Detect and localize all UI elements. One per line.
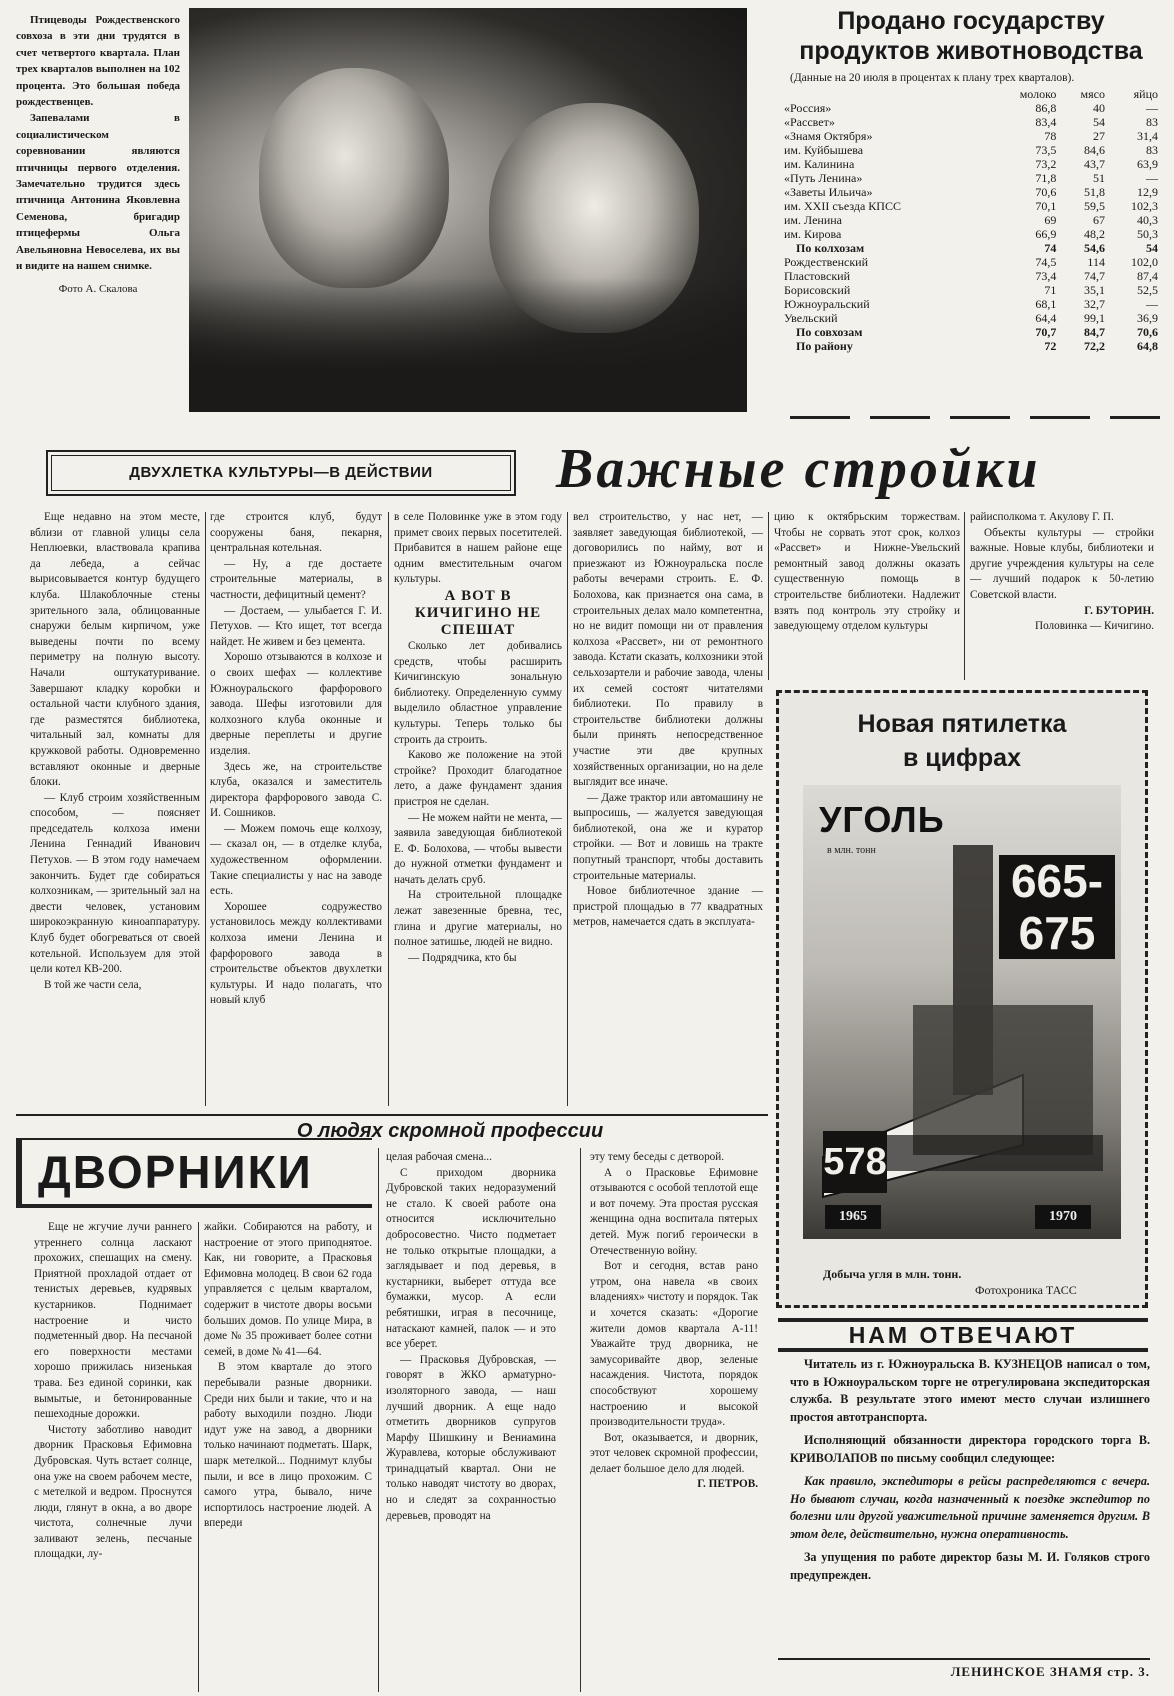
poultry-workers-photo [189, 8, 747, 412]
farm-name: Рождественский [784, 255, 869, 269]
stats-row [782, 227, 1160, 241]
culture-paragraph: Сколько лет добивались средств, чтобы расширить Кичигинскую зональную библиотеку. Определенную сумму выделило областное управление культуры. Теперь только бы строить да строить. [394, 639, 562, 746]
culture-paragraph: Хорошее содружество установилось между коллективами колхоза имени Ленина и фарфорового завода в строительстве объектов двухлетки культуры. И надо полагать, что новый клуб [210, 900, 382, 1007]
janitors-paragraph: — Прасковья Дубровская, — говорят в ЖКО арматурно-изоляторного завода, — наш лучший дворник. А еще надо отметить дворников супругов Марфу Шишкину и Вениамина Журавлева, которые обслуживают тринадцатый квартал. Они не только наводят чистоту во дворах, но и следят за сохранностью деревьев, проводят на [386, 1353, 556, 1522]
percent-meat: 35,1 [1083, 283, 1105, 297]
farm-name: По совхозам [796, 325, 863, 339]
percent-milk: 70,6 [1035, 185, 1057, 199]
janitors-col-4 [590, 1150, 758, 1692]
column-rule [768, 512, 769, 680]
culture-paragraph: Еще недавно на этом месте, вблизи от главной улицы села Неплюевки, властвовала крапива да лебеда, а сейчас вырисовывается контур будущего клуба. Шлакоблочные стены зрительного зала, облицованные снаружи белым кирпичом, уже выведены почти по всему периметру на полную высоту. Начали оштукатуривание. Завершают кладку коробки и остальной части клубного здания, где разместятся библиотека, читальный зал, комнаты для кружковой работы. Одновременно вставляют оконные и дверные блоки. [30, 511, 200, 789]
culture-paragraph: — Достаем, — улыбается Г. И. Петухов. — Кто ищет, тот всегда найдет. Не живем и без цемента. [210, 604, 382, 648]
farm-name: им. XXII съезда КПСС [784, 199, 901, 213]
percent-eggs: 50,3 [1137, 227, 1158, 241]
column-header: яйцо [1133, 87, 1158, 101]
farm-name: Борисовский [784, 283, 851, 297]
farm-name: им. Ленина [784, 213, 842, 227]
rubric-box [46, 450, 516, 496]
janitors-paragraph: эту тему беседы с детворой. [590, 1151, 725, 1163]
percent-milk: 68,1 [1035, 297, 1057, 311]
culture-subheadline: А ВОТ В КИЧИГИНО НЕ СПЕШАТ [414, 587, 542, 638]
percent-meat: 114 [1087, 255, 1105, 269]
chart-unit: в млн. тонн [827, 845, 876, 856]
answers-body [790, 1356, 1150, 1656]
answers-paragraph: Как правило, экспедиторы в рейсы распределяются с вечера. Но бывают случаи, когда назначенный к поездке экспедитор по болезни или другой уважительной причине заменяется другим. В этом деле, действительно, нужна оперативность. [790, 1474, 1150, 1541]
percent-meat: 84,6 [1083, 143, 1105, 157]
farm-name: им. Калинина [784, 157, 855, 171]
janitors-headline-box [16, 1138, 372, 1208]
stats-note: (Данные на 20 июля в процентах к плану трех кварталов). [790, 72, 1075, 84]
stats-header-row [782, 87, 1160, 101]
percent-milk: 71 [1044, 283, 1057, 297]
janitors-paragraph: Вот и сегодня, встав рано утром, она навела «в своих владениях» чистоту и порядок. Так и хочется сказать: «Дорогие жители домов квартала А-11! Уважайте труд дворника, не замусоривайте двор, зеленые насаждения. Чистота, порядок способствуют хорошему настроению и высокой производительности труда». [590, 1260, 758, 1429]
culture-paragraph: — Ну, а где достаете строительные материалы, в частности, дефицитный цемент? [210, 557, 382, 601]
percent-meat: 54,6 [1083, 241, 1105, 255]
rubric-inner: ДВУХЛЕТКА КУЛЬТУРЫ—В ДЕЙСТВИИ [51, 455, 511, 491]
percent-milk: 73,2 [1035, 157, 1057, 171]
year-start: 1965 [825, 1205, 881, 1229]
percent-milk: 71,8 [1035, 171, 1057, 185]
section-rule [16, 1114, 768, 1116]
farm-name: По району [796, 339, 853, 353]
percent-eggs: — [1146, 171, 1158, 185]
percent-meat: 74,7 [1083, 269, 1105, 283]
farm-name: «Рассвет» [784, 115, 835, 129]
mine-building [913, 1005, 1093, 1155]
culture-paragraph: В той же части села, [44, 978, 142, 991]
culture-paragraph: где строится клуб, будут сооружены баня, пекарня, центральная котельная. [210, 511, 382, 555]
janitors-author: Г. ПЕТРОВ. [697, 1478, 758, 1491]
stats-row [782, 115, 1160, 129]
column-header: молоко [1019, 87, 1057, 101]
percent-meat: 59,5 [1083, 199, 1105, 213]
stats-row [782, 199, 1160, 213]
percent-eggs: 54 [1146, 241, 1158, 255]
stats-row [782, 157, 1160, 171]
percent-milk: 74,5 [1035, 255, 1057, 269]
percent-meat: 99,1 [1083, 311, 1105, 325]
percent-milk: 78 [1044, 129, 1057, 143]
stats-row [782, 213, 1160, 227]
janitors-paragraph: жайки. Собираются на работу, и настроение от этого приподнятое. Как, ни говорите, а Прасковья Ефимовна молодец. В свои 62 года управляется с целым кварталом, содержит в чистоте дворы восьми больших домов. По улице Мира, в доме № 35 проживает более сотни семей, в доме № 41—64. [204, 1221, 372, 1358]
base-value: 578 [823, 1131, 887, 1193]
stats-title: Продано государству продуктов животноводства [799, 7, 1143, 65]
percent-eggs: 52,5 [1137, 283, 1158, 297]
janitors-paragraph: В этом квартале до этого перебывали разные дворники. Среди них были и такие, что и на работу выходили поздно. Люди идут уже на завод, а дворники только начинают подметать. Шарк, шарк метелкой... Поднимут клубы пыли, и все в лицо прохожим. С самого утра, бывало, ниче испортилось настроение людей. А впереди [204, 1361, 372, 1530]
stats-row [782, 283, 1160, 297]
percent-milk: 73,5 [1035, 143, 1057, 157]
janitors-paragraph: Чистоту заботливо наводит дворник Прасковья Ефимовна Дубровская. Чуть встает солнце, она уже на своем рабочем месте, с метелкой и ведром. Проснутся люди, глянут в окна, а во дворе чистота, солнечные лучи заливают зелень, песчаные площадки, лу- [34, 1423, 192, 1561]
percent-milk: 86,8 [1035, 101, 1057, 115]
chart-label: УГОЛЬ [819, 799, 945, 840]
percent-meat: 84,7 [1083, 325, 1105, 339]
percent-meat: 32,7 [1083, 297, 1105, 311]
percent-milk: 73,4 [1035, 269, 1057, 283]
culture-location: Половинка — Кичигино. [1035, 620, 1154, 633]
stats-row [782, 185, 1160, 199]
column-rule [964, 512, 965, 680]
column-rule [567, 512, 568, 1106]
fiveyear-caption: Добыча угля в млн. тонн. [823, 1267, 962, 1281]
year-end: 1970 [1035, 1205, 1091, 1229]
culture-col-5 [774, 510, 960, 682]
culture-col-4 [573, 510, 763, 1108]
target-value [999, 855, 1115, 959]
page-footer: ЛЕНИНСКОЕ ЗНАМЯ стр. 3. [950, 1664, 1150, 1679]
scarf-shadow [189, 278, 747, 412]
percent-eggs: 64,8 [1137, 339, 1158, 353]
culture-paragraph: в селе Половинке уже в этом году примет своих первых посетителей. Прибавится в нашем районе еще одним вместительным очагом культуры. [394, 511, 562, 586]
farm-name: Увельский [784, 311, 838, 325]
stats-bottom-rule [790, 416, 1160, 419]
percent-milk: 64,4 [1035, 311, 1057, 325]
percent-milk: 74 [1044, 241, 1057, 255]
stats-row [782, 129, 1160, 143]
stats-row [782, 339, 1160, 353]
farm-name: им. Куйбышева [784, 143, 864, 157]
column-rule [198, 1222, 199, 1692]
target-value-text: 665-675 [1010, 855, 1104, 959]
column-rule [388, 512, 389, 1106]
fiveyear-box [776, 690, 1148, 1308]
workers-silhouettes [863, 1135, 1103, 1171]
farm-name: Южноуральский [784, 297, 870, 311]
percent-eggs: 36,9 [1137, 311, 1158, 325]
percent-eggs: 63,9 [1137, 157, 1158, 171]
percent-meat: 48,2 [1083, 227, 1105, 241]
percent-milk: 70,7 [1035, 325, 1057, 339]
janitors-paragraph: целая рабочая смена... [386, 1151, 492, 1163]
culture-paragraph: Каково же положение на этой стройке? Проходит благодатное лето, а даже фундамент здания пристроя не сделан. [394, 749, 562, 808]
culture-paragraph: — Не можем найти не мента, — заявила заведующая библиотекой Е. Ф. Болохова, — чтобы вывести до нужной отметки фундамент и начать делать сруб. [394, 811, 562, 886]
culture-author: Г. БУТОРИН. [1084, 604, 1154, 617]
answers-headline-box [778, 1318, 1148, 1352]
janitors-col-3 [386, 1150, 556, 1692]
photo-caption-paragraph-2: Запевалами в социалистическом соревновании являются птичницы первого отделения. Замечательно трудится здесь птичница Антонина Яковлевна Семенова, бригадир птицефермы Ольга Авельяновна Невоселева, их вы и видите на нашем снимке. [16, 112, 180, 273]
stats-row [782, 311, 1160, 325]
stats-row [782, 143, 1160, 157]
woman-left-face [259, 68, 449, 288]
culture-paragraph: райисполкома т. Акулову Г. П. [970, 511, 1114, 523]
percent-eggs: 83 [1146, 115, 1158, 129]
percent-milk: 83,4 [1035, 115, 1057, 129]
culture-paragraph: — Клуб строим хозяйственным способом, — поясняет председатель колхоза имени Ленина Геннадий Иванович Петухов. — В этом году намечаем закончить. Будет где собираться колхозникам, — зрительный зал на двести человек, установим широкоэкранную киноаппаратуру. Клуб будет обогреваться от своей котельной. Используем для этой цели котел КВ-200. [30, 791, 200, 976]
janitors-col-1 [34, 1220, 192, 1692]
answers-paragraph: Читатель из г. Южноуральска В. КУЗНЕЦОВ написал о том, что в Южноуральском торге не отрегулирована экспедиторская служба. В результате этого имеют место случаи излишнего простоя автотранспорта. [790, 1357, 1150, 1424]
culture-paragraph: Новое библиотечное здание — пристрой площадью в 77 квадратных метров, намечается сдать в эксплуата- [573, 885, 763, 929]
farm-name: Пластовский [784, 269, 850, 283]
column-header: мясо [1080, 87, 1105, 101]
farm-name: «Заветы Ильича» [784, 185, 873, 199]
percent-eggs: 40,3 [1137, 213, 1158, 227]
culture-headline: Важные стройки [556, 438, 1041, 500]
culture-paragraph: Хорошо отзываются в колхозе и о своих шефах — коллективе Южноуральского фарфорового завода. Шефы изготовили для колхозного клуба оконные и дверные переплеты и другие изделия. [210, 651, 382, 757]
percent-milk: 69 [1044, 213, 1057, 227]
janitors-headline: ДВОРНИКИ [38, 1146, 313, 1198]
photo-caption [16, 12, 180, 396]
footer-rule [778, 1658, 1150, 1660]
column-rule [205, 512, 206, 1106]
culture-col-3 [394, 510, 562, 1108]
culture-paragraph: вел строительство, у нас нет, — заявляет заведующая библиотекой, — договорились по найму, вот и приезжают из Южноуральска после работы вечерами строить. Е. Ф. Болохова, как признается она сама, в строительных делах мало компетентна, но не видит помощи ни от правления колхоза «Рассвет», ни от ремонтного завода. Кстати сказать, колхозники этой сельхозартели и рабочие завода, члены их семей состоят читателями библиотеки. По правилу в строительстве библиотеки должны были принять непосредственное участие эти две крупных хозяйственных организации, но на деле выглядит все иначе. [573, 511, 763, 789]
culture-paragraph: цию к октябрьским торжествам. Чтобы не сорвать этот срок, колхоз «Рассвет» и Нижне-Увельский ремонтный завод должны оказать существенную помощь в строительстве библиотеки. Надлежит взять под контроль эту стройку и заведующему отделом культуры [774, 511, 960, 633]
stats-row [782, 297, 1160, 311]
farm-name: им. Кирова [784, 227, 842, 241]
percent-eggs: 12,9 [1137, 185, 1158, 199]
fiveyear-credit: Фотохроника ТАСС [975, 1283, 1077, 1297]
percent-eggs: 70,6 [1137, 325, 1158, 339]
culture-col-2 [210, 510, 382, 1108]
stats-row [782, 101, 1160, 115]
janitors-paragraph: Еще не жгучие лучи раннего утреннего солнца ласкают прохожих, спешащих на смену. Приятной прохладой отдает от тенистых деревьев, кудрявых кустарников. Поднимает настроение и чисто подметенный двор. На песчаной его поверхности местами хорошо прижилась низенькая трава. Без единой соринки, как вымытые, и бетонированные пешеходные дорожки. [34, 1221, 192, 1421]
percent-meat: 40 [1092, 101, 1105, 115]
percent-meat: 27 [1092, 129, 1105, 143]
percent-eggs: 87,4 [1137, 269, 1158, 283]
percent-eggs: 102,3 [1131, 199, 1158, 213]
percent-eggs: — [1146, 101, 1158, 115]
culture-paragraph: На строительной площадке лежат завезенные бревна, тес, глина и другие материалы, но полное затишье, людей не видно. [394, 889, 562, 949]
column-rule [580, 1148, 581, 1692]
coal-chart [803, 785, 1121, 1239]
percent-meat: 72,2 [1083, 339, 1105, 353]
answers-paragraph: Исполняющий обязанности директора городского торга В. КРИВОЛАПОВ по письму сообщил следующее: [790, 1433, 1150, 1465]
percent-meat: 51,8 [1083, 185, 1105, 199]
percent-eggs: 31,4 [1137, 129, 1158, 143]
culture-col-1 [30, 510, 200, 1108]
answers-headline: НАМ ОТВЕЧАЮТ [848, 1322, 1078, 1348]
percent-eggs: — [1146, 297, 1158, 311]
photo-credit: Фото А. Скалова [58, 282, 138, 295]
percent-eggs: 83 [1146, 143, 1158, 157]
percent-milk: 70,1 [1035, 199, 1057, 213]
percent-meat: 43,7 [1083, 157, 1105, 171]
culture-paragraph: — Подрядчика, кто бы [408, 951, 517, 964]
stats-row [782, 241, 1160, 255]
stats-row [782, 255, 1160, 269]
photo-caption-paragraph-1: Птицеводы Рождественского совхоза в эти дни трудятся в счет четвертого квартала. План трех кварталов выполнен на 102 процента. Это большая победа рождественцев. [16, 14, 180, 109]
percent-meat: 67 [1092, 213, 1105, 227]
culture-col-6 [970, 510, 1154, 682]
culture-paragraph: Объекты культуры — стройки важные. Новые клубы, библиотеки и другие учреждения культуры на селе — лучший подарок к 50-летию Советской власти. [970, 526, 1154, 601]
culture-paragraph: — Можем помочь еще колхозу, — сказал он, — в отделке клуба, художественном оформлении. Такие специалисты у нас на заводе есть. [210, 822, 382, 898]
stats-row [782, 325, 1160, 339]
janitors-col-2 [204, 1220, 372, 1692]
culture-paragraph: — Даже трактор или автомашину не выпросишь, — жалуется заведующая библиотекой, она же и куратор стройки. — Вот и ловишь на тракте попутный транспорт, чтобы доставить строительные материалы. [573, 791, 763, 882]
percent-milk: 66,9 [1035, 227, 1057, 241]
column-rule [378, 1148, 379, 1692]
stats-block [782, 6, 1160, 426]
fiveyear-title: Новая пятилетка в цифрах [857, 710, 1067, 772]
stats-row [782, 171, 1160, 185]
percent-meat: 51 [1092, 171, 1105, 185]
janitors-paragraph: А о Прасковье Ефимовне отзываются с особой теплотой еще и вот почему. Эта простая русская женщина одна воспитала пятерых детей. Муж погиб героически в Отечественную войну. [590, 1166, 758, 1257]
percent-eggs: 102,0 [1131, 255, 1158, 269]
farm-name: «Путь Ленина» [784, 171, 863, 185]
header-spacer [782, 87, 989, 101]
stats-row [782, 269, 1160, 283]
percent-milk: 72 [1044, 339, 1057, 353]
percent-meat: 54 [1092, 115, 1105, 129]
janitors-kicker: О людях скромной профессии [296, 1120, 604, 1142]
farm-name: «Россия» [784, 101, 832, 115]
culture-paragraph: Здесь же, на строительстве клуба, оказался и заместитель директора фарфорового завода С. И. Сошников. [210, 760, 382, 820]
stats-table [782, 87, 1160, 353]
farm-name: По колхозам [796, 241, 865, 255]
farm-name: «Знамя Октября» [784, 129, 873, 143]
janitors-paragraph: С приходом дворника Дубровской таких недоразумений не стало. К своей работе она относится исключительно добросовестно. Чисто подметает не только открытые площадки, а заглядывает и под деревья, в кустарники, выберет оттуда все бумажки, мусор. А если ребятишки, играя в песочнице, натаскают камней, палок — и это все уберет. [386, 1166, 556, 1351]
janitors-paragraph: Вот, оказывается, и дворник, этот человек скромной профессии, делает большое дело для людей. [590, 1431, 758, 1475]
answers-paragraph: За упущения по работе директор базы М. И. Голяков строго предупрежден. [790, 1550, 1150, 1582]
